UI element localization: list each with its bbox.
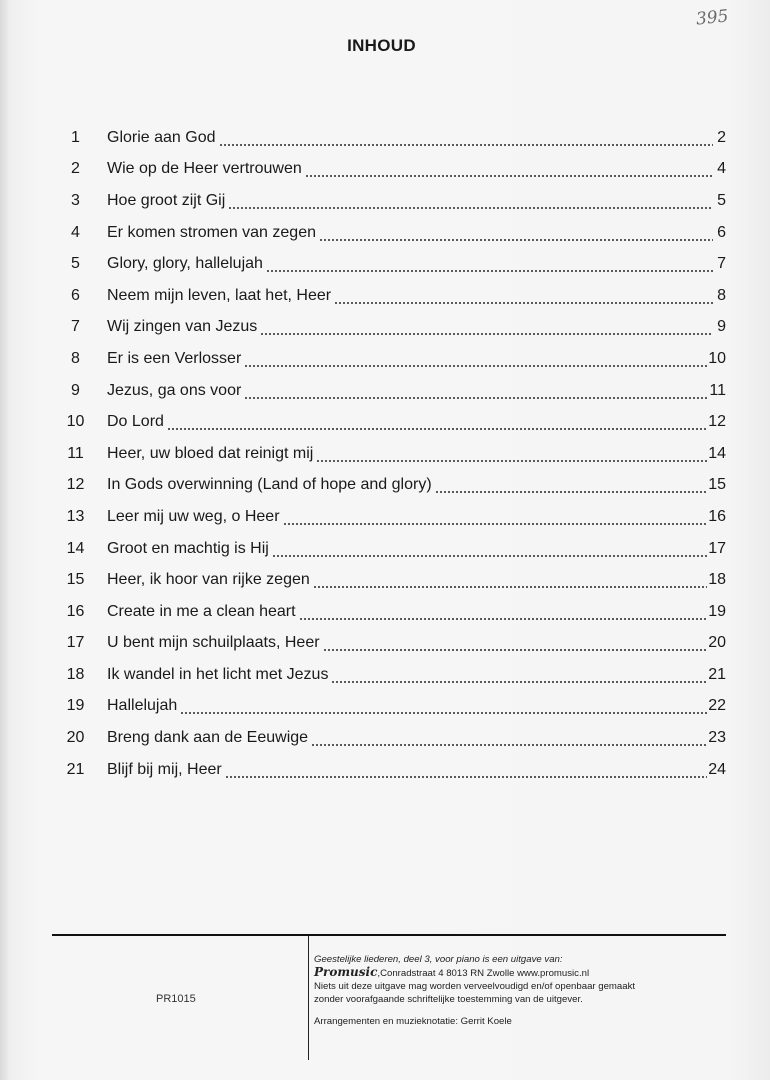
toc-entry-page: 12	[708, 413, 726, 431]
toc-dot-leader	[435, 477, 708, 493]
toc-entry-number: 16	[66, 602, 85, 620]
toc-dot-leader	[180, 698, 707, 714]
toc-entry-title: Groot en machtig is Hij	[107, 539, 269, 557]
toc-dot-leader	[313, 572, 707, 588]
toc-dot-leader	[323, 635, 708, 651]
toc-entry-title: Heer, uw bloed dat reinigt mij	[107, 444, 314, 462]
toc-entry	[44, 248, 726, 280]
toc-dot-leader	[225, 762, 708, 778]
toc-entry-title: Blijf bij mij, Heer	[107, 760, 222, 778]
toc-entry	[44, 691, 726, 723]
toc-entry-title: Glory, glory, hallelujah	[107, 255, 263, 273]
toc-entry	[44, 596, 726, 628]
toc-entry-title: In Gods overwinning (Land of hope and glory)	[107, 476, 432, 494]
toc-dot-leader	[283, 509, 708, 525]
toc-dot-leader	[305, 161, 713, 177]
toc-entry-page: 7	[717, 255, 726, 273]
toc-entry	[44, 470, 726, 502]
toc-entry-title: Er is een Verlosser	[107, 349, 242, 367]
toc-entry	[44, 312, 726, 344]
toc-dot-leader	[331, 667, 707, 683]
table-of-contents	[44, 122, 726, 785]
toc-entry	[44, 438, 726, 470]
toc-entry-title: Create in me a clean heart	[107, 602, 296, 620]
footer-rule	[52, 934, 726, 936]
toc-entry-number: 7	[71, 318, 80, 336]
toc-dot-leader	[244, 383, 708, 399]
page-title: INHOUD	[347, 36, 416, 55]
copyright-line-2: zonder voorafgaande schriftelijke toestemming van de uitgever.	[314, 994, 583, 1005]
toc-entry-number: 3	[71, 191, 80, 209]
toc-entry-number: 4	[71, 223, 80, 241]
toc-entry	[44, 501, 726, 533]
toc-entry	[44, 122, 726, 154]
toc-entry-number: 14	[66, 539, 85, 557]
toc-dot-leader	[299, 604, 708, 620]
toc-entry	[44, 280, 726, 312]
toc-dot-leader	[260, 319, 713, 335]
toc-entry-title: Glorie aan God	[107, 128, 216, 146]
toc-entry-page: 4	[717, 160, 726, 178]
toc-entry-page: 9	[717, 318, 726, 336]
toc-entry-title: Do Lord	[107, 413, 164, 431]
toc-entry-number: 21	[66, 760, 85, 778]
publisher-line	[314, 966, 734, 980]
toc-entry-number: 8	[71, 349, 80, 367]
toc-entry-page: 20	[708, 634, 726, 652]
toc-dot-leader	[311, 730, 707, 746]
footer-divider	[308, 936, 309, 1060]
toc-entry-number: 12	[66, 476, 85, 494]
toc-entry	[44, 659, 726, 691]
toc-entry-number: 13	[66, 507, 85, 525]
publisher-address: ,Conradstraat 4 8013 RN Zwolle www.promusic.nl	[377, 968, 590, 979]
toc-entry-number: 20	[66, 729, 85, 747]
product-code: PR1015	[156, 993, 196, 1005]
toc-entry-title: Heer, ik hoor van rijke zegen	[107, 571, 310, 589]
toc-dot-leader	[334, 288, 713, 304]
toc-entry-number: 19	[66, 697, 85, 715]
toc-dot-leader	[272, 541, 707, 557]
toc-dot-leader	[244, 351, 707, 367]
toc-entry	[44, 406, 726, 438]
publisher-info	[314, 953, 734, 1028]
toc-entry	[44, 185, 726, 217]
toc-entry-page: 2	[717, 128, 726, 146]
toc-dot-leader	[319, 225, 713, 241]
toc-entry-page: 6	[717, 223, 726, 241]
toc-entry	[44, 628, 726, 660]
toc-entry-number: 18	[66, 665, 85, 683]
toc-entry-page: 17	[708, 539, 726, 557]
toc-entry	[44, 217, 726, 249]
toc-entry-title: Wie op de Heer vertrouwen	[107, 160, 302, 178]
toc-entry-page: 21	[708, 665, 726, 683]
toc-entry-page: 18	[708, 571, 726, 589]
toc-entry-page: 11	[709, 381, 726, 399]
toc-entry	[44, 754, 726, 786]
toc-entry-page: 5	[717, 191, 726, 209]
toc-entry-number: 2	[71, 160, 80, 178]
toc-entry	[44, 722, 726, 754]
toc-entry-page: 15	[708, 476, 726, 494]
toc-entry-page: 8	[717, 286, 726, 304]
toc-entry-page: 24	[708, 760, 726, 778]
toc-dot-leader	[316, 446, 707, 462]
toc-entry-number: 5	[71, 255, 80, 273]
toc-entry-page: 23	[708, 729, 726, 747]
toc-entry-page: 14	[708, 444, 726, 462]
toc-entry-page: 10	[708, 349, 726, 367]
toc-entry-page: 16	[708, 507, 726, 525]
toc-entry-number: 6	[71, 286, 80, 304]
toc-dot-leader	[167, 414, 707, 430]
toc-entry	[44, 154, 726, 186]
toc-entry	[44, 343, 726, 375]
toc-entry-title: Neem mijn leven, laat het, Heer	[107, 286, 332, 304]
toc-entry-number: 10	[66, 413, 85, 431]
toc-dot-leader	[266, 256, 713, 272]
toc-entry-number: 11	[67, 444, 84, 462]
toc-dot-leader	[219, 130, 713, 146]
toc-entry-title: Hallelujah	[107, 697, 178, 715]
toc-entry-title: Wij zingen van Jezus	[107, 318, 258, 336]
toc-entry-title: Leer mij uw weg, o Heer	[107, 507, 280, 525]
toc-entry-page: 22	[708, 697, 726, 715]
toc-entry-title: Hoe groot zijt Gij	[107, 191, 226, 209]
credits-line: Arrangementen en muzieknotatie: Gerrit Koele	[314, 1016, 512, 1027]
publisher-logo: Promusic	[314, 965, 378, 979]
toc-entry-title: Jezus, ga ons voor	[107, 381, 242, 399]
toc-entry-number: 17	[66, 634, 85, 652]
toc-entry-number: 9	[71, 381, 80, 399]
toc-entry	[44, 564, 726, 596]
toc-entry	[44, 375, 726, 407]
toc-entry-title: Ik wandel in het licht met Jezus	[107, 665, 329, 683]
toc-entry-title: Er komen stromen van zegen	[107, 223, 316, 241]
toc-entry-number: 1	[71, 128, 80, 146]
toc-entry-title: Breng dank aan de Eeuwige	[107, 729, 309, 747]
toc-entry-title: U bent mijn schuilplaats, Heer	[107, 634, 320, 652]
handwritten-note: 395	[695, 6, 730, 30]
publication-line: Geestelijke liederen, deel 3, voor piano is een uitgave van:	[314, 954, 563, 965]
toc-entry-page: 19	[708, 602, 726, 620]
toc-entry	[44, 533, 726, 565]
copyright-line-1: Niets uit deze uitgave mag worden verveelvoudigd en/of openbaar gemaakt	[314, 981, 636, 992]
toc-dot-leader	[228, 193, 713, 209]
toc-entry-number: 15	[66, 571, 85, 589]
